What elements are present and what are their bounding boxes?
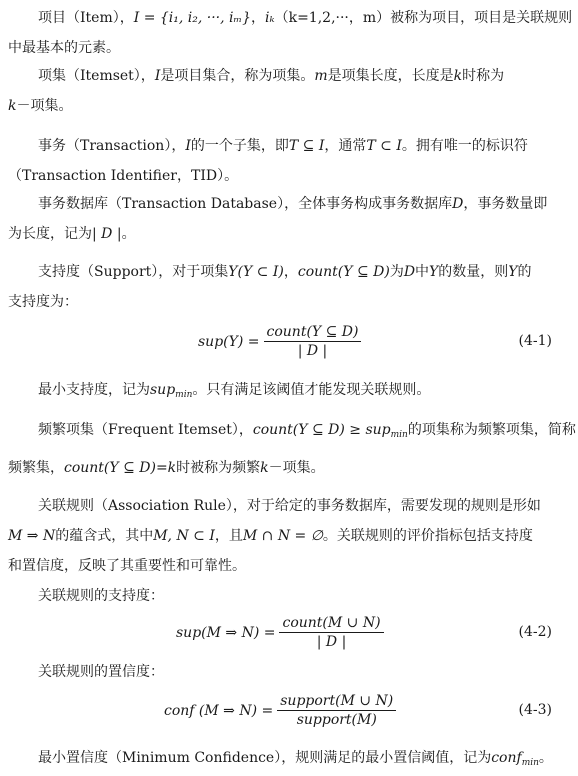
itemset-definition-line-2 xyxy=(8,96,72,116)
association-rule-line-1 xyxy=(38,496,541,516)
equation-numerator: count(M ∪ N) xyxy=(279,614,383,633)
min-support-text: 。只有满足该阈值才能发现关联规则。 xyxy=(192,382,431,398)
min-support-line xyxy=(38,380,430,405)
database-definition-line-1 xyxy=(38,194,547,214)
min-support-symbol: sup xyxy=(150,382,176,398)
equation-number: (4-1) xyxy=(518,333,552,349)
support-definition-line-1 xyxy=(38,262,532,282)
rule-text: ，且 xyxy=(214,528,243,544)
itemset-symbol: m xyxy=(314,68,328,84)
rule-text: 和置信度，反映了其重要性和可靠性。 xyxy=(8,558,246,574)
transaction-text: 的一个子集，即 xyxy=(190,138,289,154)
equation-numerator: support(M ∪ N) xyxy=(277,692,396,711)
rule-support-label xyxy=(38,586,164,606)
support-text: ， xyxy=(283,264,298,280)
association-rule-line-2 xyxy=(8,526,533,546)
equation-denominator: | D | xyxy=(297,343,328,359)
transaction-text: （Transaction Identifier，TID）。 xyxy=(8,168,239,184)
support-text: 支持度为： xyxy=(8,294,78,310)
support-definition-line-2 xyxy=(8,292,78,312)
min-confidence-text: 最小置信度（Minimum Confidence），规则满足的最小置信阈值，记为 xyxy=(38,750,492,766)
rule-formula: M ∩ N = ∅ xyxy=(242,528,323,544)
frequent-text: 频繁集， xyxy=(8,460,64,476)
frequent-formula: count(Y ⊆ D)=k xyxy=(64,460,177,476)
itemset-text: 是项目集合，称为项集。 xyxy=(160,68,315,84)
rule-support-text: 关联规则的支持度： xyxy=(38,588,164,604)
support-text: 支持度（Support），对于项集 xyxy=(38,264,229,280)
item-definition-line-1 xyxy=(38,8,572,28)
association-rule-line-3 xyxy=(8,556,246,576)
itemset-symbol: k xyxy=(453,68,463,84)
rule-text: 的蕴含式，其中 xyxy=(55,528,154,544)
support-symbol: D xyxy=(403,264,416,280)
itemset-text: －项集。 xyxy=(16,98,73,114)
min-confidence-symbol: conf xyxy=(491,750,522,766)
transaction-definition-line-2 xyxy=(8,166,238,186)
min-confidence-text: 。 xyxy=(538,750,553,766)
equation-number: (4-3) xyxy=(518,702,552,718)
support-symbol: Y xyxy=(429,264,439,280)
equation-4-3 xyxy=(164,692,396,729)
transaction-definition-line-1 xyxy=(38,136,528,156)
equation-lhs: conf (M ⇒ N) = xyxy=(164,702,274,719)
support-text: 的 xyxy=(517,264,532,280)
database-text: 为长度，记为 xyxy=(8,226,92,242)
rule-formula: M, N ⊂ I xyxy=(153,528,215,544)
equation-fraction xyxy=(277,692,396,729)
itemset-definition-line-1 xyxy=(38,66,504,86)
frequent-formula: count(Y ⊆ D) ≥ sup xyxy=(252,422,391,438)
transaction-text: 事务（Transaction）， xyxy=(38,138,186,154)
min-support-subscript: min xyxy=(175,390,193,400)
itemset-text: 是项集长度，长度是 xyxy=(327,68,454,84)
database-symbol: | D | xyxy=(92,226,122,242)
itemset-symbol: k xyxy=(8,98,17,114)
min-support-text: 最小支持度，记为 xyxy=(38,382,150,398)
support-formula: count(Y ⊆ D) xyxy=(297,264,390,280)
frequent-text: 时被称为频繁 xyxy=(176,460,261,476)
support-symbol: Y xyxy=(508,264,518,280)
equation-4-1 xyxy=(198,323,361,360)
frequent-symbol: k xyxy=(260,460,269,476)
database-definition-line-2 xyxy=(8,224,136,244)
item-set-formula: I = {i₁, i₂, ···, iₘ} xyxy=(133,10,251,26)
equation-number-4-3 xyxy=(519,702,552,718)
min-confidence-subscript: min xyxy=(521,758,539,768)
frequent-itemset-line-1 xyxy=(38,420,576,445)
item-text: ， xyxy=(251,10,265,26)
equation-number: (4-2) xyxy=(518,624,552,640)
equation-number-4-1 xyxy=(519,333,552,349)
transaction-formula: T ⊂ I xyxy=(366,138,402,154)
item-text: （k=1,2,···，m）被称为项目，项目是关联规则 xyxy=(274,10,573,26)
transaction-symbol: I xyxy=(185,138,191,154)
equation-denominator: support(M) xyxy=(296,712,377,728)
equation-denominator: | D | xyxy=(316,634,347,650)
frequent-itemset-line-2 xyxy=(8,458,325,478)
equation-fraction xyxy=(279,614,383,651)
frequent-subscript: min xyxy=(390,430,408,440)
item-text: 中最基本的元素。 xyxy=(8,40,120,56)
rule-formula: M ⇒ N xyxy=(8,528,56,544)
frequent-text: 频繁项集（Frequent Itemset）， xyxy=(38,422,253,438)
support-formula: Y(Y ⊂ I) xyxy=(228,264,284,280)
equation-lhs: sup(M ⇒ N) = xyxy=(176,624,276,641)
item-symbol: iₖ xyxy=(265,10,275,26)
min-confidence-line xyxy=(38,748,553,773)
item-text: 项目（Item）， xyxy=(38,10,134,26)
equation-fraction xyxy=(264,323,362,360)
rule-text: 关联规则（Association Rule），对于给定的事务数据库，需要发现的规则是形如 xyxy=(38,498,541,514)
item-definition-line-2 xyxy=(8,38,120,58)
equation-number-4-2 xyxy=(519,624,552,640)
itemset-symbol: I xyxy=(154,68,161,84)
database-text: 。 xyxy=(121,226,136,242)
support-text: 的数量，则 xyxy=(438,264,509,280)
frequent-text: －项集。 xyxy=(268,460,325,476)
rule-confidence-label xyxy=(38,662,164,682)
database-text: 事务数据库（Transaction Database），全体事务构成事务数据库 xyxy=(38,196,453,212)
support-text: 中 xyxy=(415,264,430,280)
transaction-text: 。拥有唯一的标识符 xyxy=(401,138,528,154)
itemset-text: 项集（Itemset）， xyxy=(38,68,155,84)
itemset-text: 时称为 xyxy=(462,68,505,84)
transaction-formula: T ⊆ I xyxy=(288,138,325,154)
support-text: 为 xyxy=(389,264,404,280)
equation-4-2 xyxy=(176,614,384,651)
frequent-text: 的项集称为频繁项集，简称 xyxy=(407,422,576,438)
equation-lhs: sup(Y) = xyxy=(198,333,260,350)
database-text: ，事务数量即 xyxy=(463,196,548,212)
transaction-text: ，通常 xyxy=(324,138,367,154)
equation-numerator: count(Y ⊆ D) xyxy=(264,323,362,342)
database-symbol: D xyxy=(452,196,464,212)
rule-text: 。关联规则的评价指标包括支持度 xyxy=(322,528,533,544)
rule-confidence-text: 关联规则的置信度： xyxy=(38,664,164,680)
